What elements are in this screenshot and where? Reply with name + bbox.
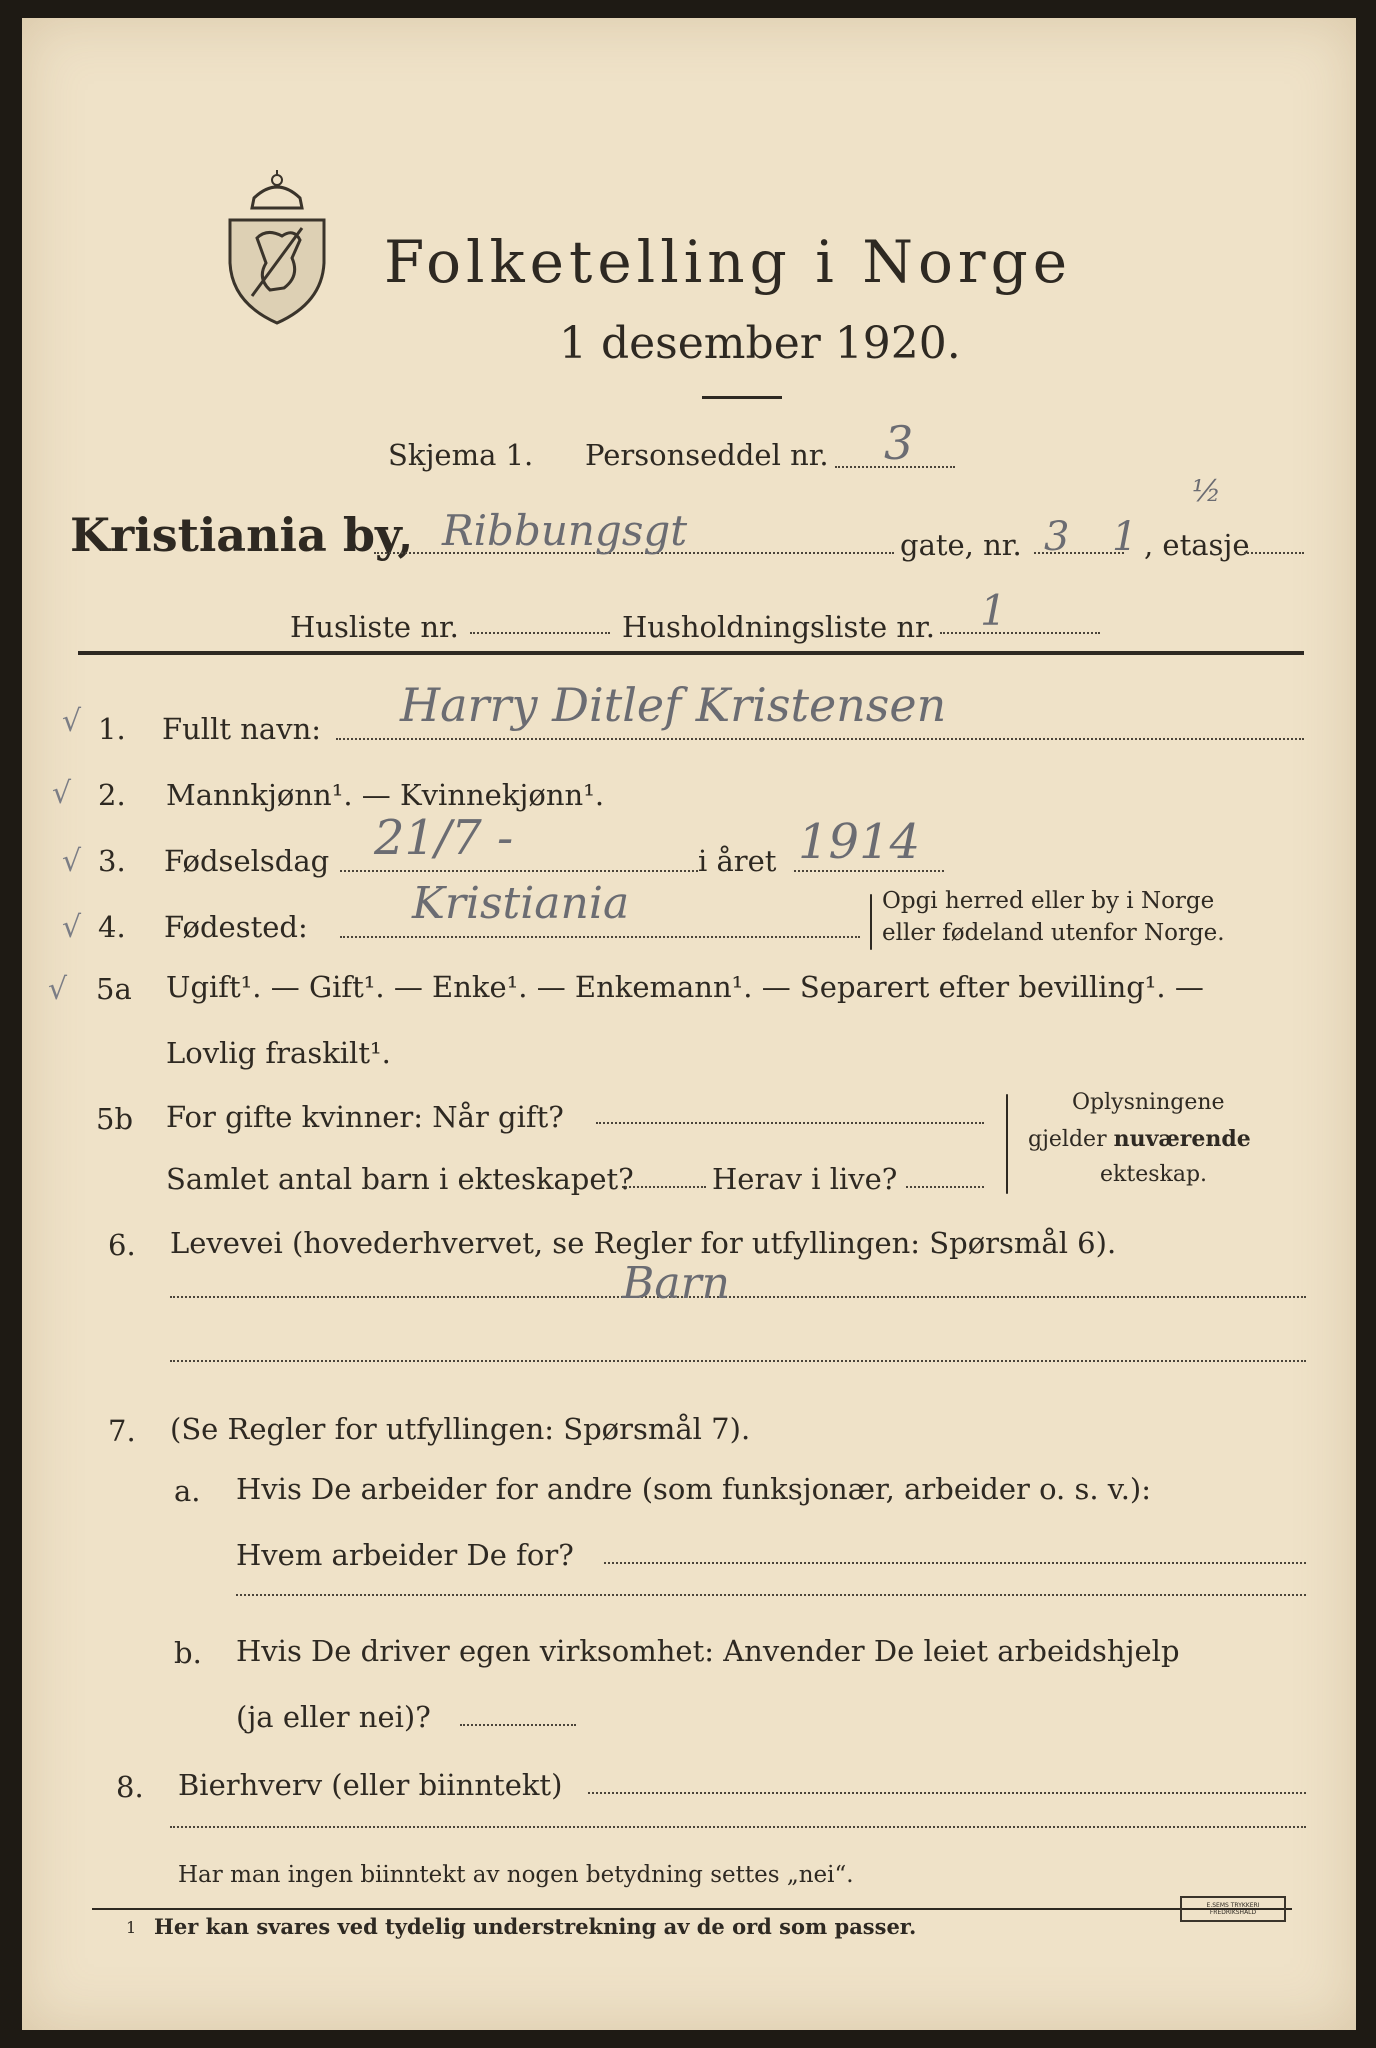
q5b-note-line1: Oplysningene	[1072, 1090, 1225, 1115]
etasje-label: , etasje	[1144, 528, 1250, 562]
q8-label: Bierhverv (eller biinntekt)	[178, 1768, 563, 1802]
footnote-text: Her kan svares ved tydelig understrekning av de ord som passer.	[154, 1914, 917, 1939]
q5a-line1: Ugift¹. — Gift¹. — Enke¹. — Enkemann¹. — Separert efter bevilling¹. —	[166, 970, 1204, 1004]
printer-stamp-text: E.SEMS TRYKKERI FREDRIKSHALD	[1206, 1902, 1260, 1916]
check-mark: √	[52, 776, 72, 811]
q7a-field-1[interactable]	[604, 1562, 1306, 1564]
skjema-label: Skjema 1.	[388, 438, 534, 472]
husholdning-field[interactable]	[940, 632, 1100, 634]
q5b-note-line2b: nuværende	[1113, 1126, 1251, 1152]
q4-value: Kristiania	[412, 878, 630, 929]
street-value: Ribbungsgt	[442, 506, 688, 555]
q1-value: Harry Ditlef Kristensen	[400, 678, 947, 732]
q3-value: 21/7 -	[374, 810, 514, 866]
q4-number: 4.	[98, 910, 126, 944]
title-divider	[702, 396, 782, 399]
q7-number: 7.	[108, 1414, 136, 1448]
form-title: Folketelling i Norge	[384, 228, 1073, 296]
q7a-line2: Hvem arbeider De for?	[236, 1538, 574, 1572]
census-date: 1 desember 1920.	[559, 318, 961, 369]
q6-value: Barn	[622, 1258, 730, 1309]
q5b-number: 5b	[96, 1102, 134, 1136]
q5b-note-line2a: gjelder	[1028, 1127, 1114, 1152]
census-form	[22, 18, 1356, 2030]
q5b-note-line2	[1028, 1126, 1251, 1152]
q4-note-brace	[870, 894, 872, 950]
q6-label: Levevei (hovederhvervet, se Regler for utfyllingen: Spørsmål 6).	[170, 1226, 1117, 1260]
q8-note: Har man ingen biinntekt av nogen betydning settes „nei“.	[178, 1862, 854, 1888]
q5b-married-field[interactable]	[596, 1122, 984, 1124]
check-mark: √	[62, 844, 82, 879]
q6-number: 6.	[108, 1228, 136, 1262]
q3-year-value: 1914	[798, 814, 921, 870]
personseddel-value: 3	[884, 416, 914, 470]
q7a-field-2[interactable]	[236, 1594, 1306, 1596]
husholdning-label: Husholdningsliste nr.	[622, 610, 935, 644]
q5b-note-line3: ekteskap.	[1100, 1162, 1208, 1187]
q7a-line1: Hvis De arbeider for andre (som funksjonær, arbeider o. s. v.):	[236, 1472, 1152, 1506]
q1-label: Fullt navn:	[162, 712, 322, 746]
q7b-line1: Hvis De driver egen virksomhet: Anvender De leiet arbeidshjelp	[236, 1634, 1180, 1668]
q5b-children-field[interactable]	[622, 1186, 706, 1188]
coat-of-arms-icon	[222, 168, 332, 328]
husholdning-value: 1	[980, 586, 1007, 635]
q3-year-label: i året	[698, 844, 777, 878]
city-label: Kristiania by,	[70, 508, 414, 562]
check-mark: √	[62, 910, 82, 945]
footnote-divider	[92, 1908, 1292, 1910]
q3-day-field[interactable]	[340, 870, 698, 872]
etasje-value: 1	[1112, 514, 1138, 560]
q8-field-2[interactable]	[170, 1826, 1306, 1828]
personseddel-label: Personseddel nr.	[585, 438, 829, 472]
q7-label: (Se Regler for utfyllingen: Spørsmål 7).	[170, 1412, 751, 1446]
q5a-number: 5a	[96, 972, 132, 1006]
q4-note-line1: Opgi herred eller by i Norge	[882, 888, 1215, 914]
footnote-mark: 1	[126, 1918, 137, 1937]
gate-label: gate, nr.	[900, 528, 1022, 562]
husliste-field[interactable]	[470, 632, 610, 634]
q5b-line1: For gifte kvinner: Når gift?	[166, 1100, 564, 1134]
check-mark: √	[62, 704, 82, 739]
q5b-alive-field[interactable]	[906, 1186, 984, 1188]
q4-label: Fødested:	[164, 910, 308, 944]
q4-field[interactable]	[340, 936, 860, 938]
q3-number: 3.	[98, 844, 126, 878]
q5b-note-brace	[1006, 1094, 1008, 1194]
printer-stamp	[1180, 1896, 1286, 1922]
q7b-line2: (ja eller nei)?	[236, 1700, 431, 1734]
q5b-alive-label: Herav i live?	[712, 1162, 898, 1196]
gate-nr-value: 3	[1044, 514, 1070, 560]
q1-number: 1.	[98, 712, 126, 746]
q5b-children-label: Samlet antal barn i ekteskapet?	[166, 1162, 634, 1196]
check-mark: √	[48, 972, 68, 1007]
q8-field-1[interactable]	[588, 1792, 1306, 1794]
husliste-label: Husliste nr.	[290, 610, 459, 644]
q7b-number: b.	[174, 1636, 202, 1670]
q6-field-2[interactable]	[170, 1360, 1306, 1362]
header-divider	[78, 651, 1304, 655]
q7b-field[interactable]	[460, 1724, 576, 1726]
q2-label: Mannkjønn¹. — Kvinnekjønn¹.	[166, 778, 605, 812]
q1-field[interactable]	[336, 738, 1304, 740]
etasje-sup: ½	[1192, 474, 1222, 509]
q8-number: 8.	[116, 1770, 144, 1804]
q3-year-field[interactable]	[794, 870, 944, 872]
etasje-field[interactable]	[1244, 552, 1304, 554]
q2-number: 2.	[98, 778, 126, 812]
q4-note-line2: eller fødeland utenfor Norge.	[882, 920, 1225, 946]
q6-field-1[interactable]	[170, 1296, 1306, 1298]
q5a-line2: Lovlig fraskilt¹.	[166, 1036, 391, 1070]
q7a-number: a.	[174, 1474, 201, 1508]
q3-label: Fødselsdag	[164, 844, 330, 878]
